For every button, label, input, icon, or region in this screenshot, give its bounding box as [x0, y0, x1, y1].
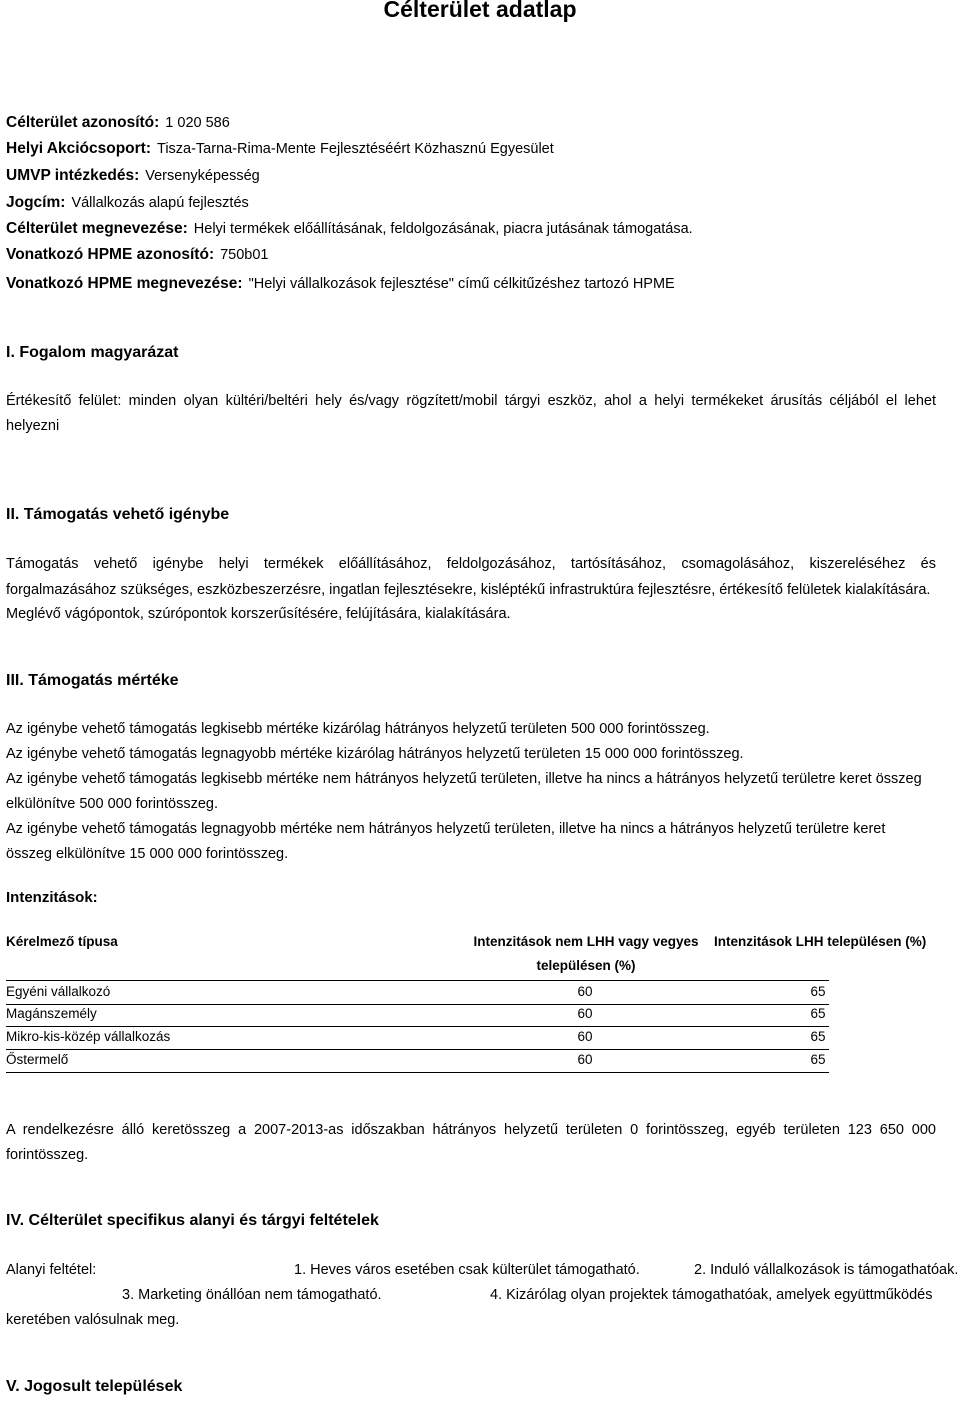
info-label: Vonatkozó HPME azonosító:	[6, 246, 215, 263]
info-value: "Helyi vállalkozások fejlesztése" című célkitűzéshez tartozó HPME	[248, 276, 675, 292]
support-amount-text: Az igénybe vehető támogatás legkisebb mértéke nem hátrányos helyzetű területen, illetve ha nincs a hátrányos helyzetű területre keret összeg	[6, 771, 922, 787]
table-row-non-lhh: 60	[577, 1006, 593, 1021]
eligible-support-text: Meglévő vágópontok, szúrópontok korszerűsítésére, felújítására, kialakítására.	[6, 606, 511, 622]
intensity-heading: Intenzitások:	[6, 889, 98, 906]
column-header-applicant-type: Kérelmező típusa	[6, 934, 118, 949]
column-header-non-lhh: Intenzitások nem LHH vagy vegyes	[473, 934, 699, 949]
section-heading-eligible-settlements: V. Jogosult települések	[6, 1378, 183, 1395]
support-amount-text: elkülönítve 500 000 forintösszeg.	[6, 796, 218, 812]
condition-item: 3. Marketing önállóan nem támogatható.	[122, 1287, 382, 1303]
table-row-non-lhh: 60	[577, 1029, 593, 1044]
info-value: 750b01	[220, 247, 269, 263]
info-label: Jogcím:	[6, 194, 66, 211]
info-label: Célterület megnevezése:	[6, 220, 188, 237]
table-row-lhh: 65	[810, 1052, 826, 1067]
info-value: 1 020 586	[165, 115, 230, 131]
table-divider	[6, 1049, 829, 1050]
table-row-type: Egyéni vállalkozó	[6, 984, 111, 999]
table-divider	[6, 1026, 829, 1027]
info-row-action-group	[6, 140, 554, 158]
info-row-hpme-name	[6, 275, 675, 293]
table-divider	[6, 980, 829, 981]
table-row-lhh: 65	[810, 1006, 826, 1021]
info-value: Vállalkozás alapú fejlesztés	[71, 195, 249, 211]
column-header-lhh: Intenzitások LHH településen (%)	[714, 934, 927, 949]
table-row-lhh: 65	[810, 1029, 826, 1044]
table-row-lhh: 65	[810, 984, 826, 999]
table-row-non-lhh: 60	[577, 984, 593, 999]
info-label: Helyi Akciócsoport:	[6, 140, 151, 157]
section-heading-definitions: I. Fogalom magyarázat	[6, 344, 179, 361]
info-row-hpme-id	[6, 246, 269, 264]
column-header-non-lhh-cont: településen (%)	[536, 958, 636, 973]
info-value: Tisza-Tarna-Rima-Mente Fejlesztéséért Közhasznú Egyesület	[157, 141, 554, 157]
budget-text: forintösszeg.	[6, 1147, 89, 1163]
table-row-type: Mikro-kis-közép vállalkozás	[6, 1029, 171, 1044]
info-row-title	[6, 194, 249, 212]
definition-text: helyezni	[6, 418, 60, 434]
table-divider	[6, 1004, 829, 1005]
condition-item: 1. Heves város esetében csak külterület támogatható.	[294, 1262, 640, 1278]
table-row-non-lhh: 60	[577, 1052, 593, 1067]
info-row-target-area-name	[6, 220, 693, 238]
info-row-umvp-measure	[6, 167, 260, 185]
page-title: Célterület adatlap	[383, 0, 577, 22]
info-value: Versenyképesség	[145, 168, 260, 184]
info-label: Célterület azonosító:	[6, 114, 160, 131]
condition-item: 2. Induló vállalkozások is támogathatóak.	[694, 1262, 959, 1278]
support-amount-text: Az igénybe vehető támogatás legkisebb mértéke kizárólag hátrányos helyzetű területen 500 000 forintösszeg.	[6, 721, 710, 737]
eligible-support-text: forgalmazásához szükséges, eszközbeszerzésre, ingatlan fejlesztésekre, kisléptékű infrastruktúra fejlesztésre, értékesítő felületek kialakítására.	[6, 582, 931, 598]
table-row-type: Őstermelő	[6, 1052, 69, 1067]
table-row-type: Magánszemély	[6, 1006, 97, 1021]
table-divider	[6, 1072, 829, 1073]
support-amount-text: Az igénybe vehető támogatás legnagyobb mértéke nem hátrányos helyzetű területen, illetve ha nincs a hátrányos helyzetű területre keret	[6, 821, 886, 837]
condition-item-continued: keretében valósulnak meg.	[6, 1312, 180, 1328]
section-heading-specific-conditions: IV. Célterület specifikus alanyi és tárgyi feltételek	[6, 1212, 379, 1229]
condition-item: 4. Kizárólag olyan projektek támogathatóak, amelyek együttműködés	[490, 1287, 933, 1303]
eligible-support-text: Támogatás vehető igénybe helyi termékek előállításához, feldolgozásához, tartósításához, csomagolásához, kiszereléséhez és	[6, 556, 936, 572]
info-row-target-area-id	[6, 114, 230, 132]
support-amount-text: Az igénybe vehető támogatás legnagyobb mértéke kizárólag hátrányos helyzetű területen 15 000 000 forintösszeg.	[6, 746, 744, 762]
section-heading-eligible-support: II. Támogatás vehető igénybe	[6, 506, 230, 523]
subjective-condition-label: Alanyi feltétel:	[6, 1262, 97, 1278]
budget-text: A rendelkezésre álló keretösszeg a 2007-2013-as időszakban hátrányos helyzetű területen 0 forintösszeg, egyéb területen 123 650 000	[6, 1122, 936, 1138]
info-label: UMVP intézkedés:	[6, 167, 140, 184]
section-heading-support-amount: III. Támogatás mértéke	[6, 672, 179, 689]
info-label: Vonatkozó HPME megnevezése:	[6, 275, 243, 292]
info-value: Helyi termékek előállításának, feldolgozásának, piacra jutásának támogatása.	[193, 221, 693, 237]
support-amount-text: összeg elkülönítve 15 000 000 forintösszeg.	[6, 846, 289, 862]
definition-text: Értékesítő felület: minden olyan kültéri/beltéri hely és/vagy rögzített/mobil tárgyi eszköz, ahol a helyi termékeket árusítás céljából el lehet	[6, 393, 936, 409]
